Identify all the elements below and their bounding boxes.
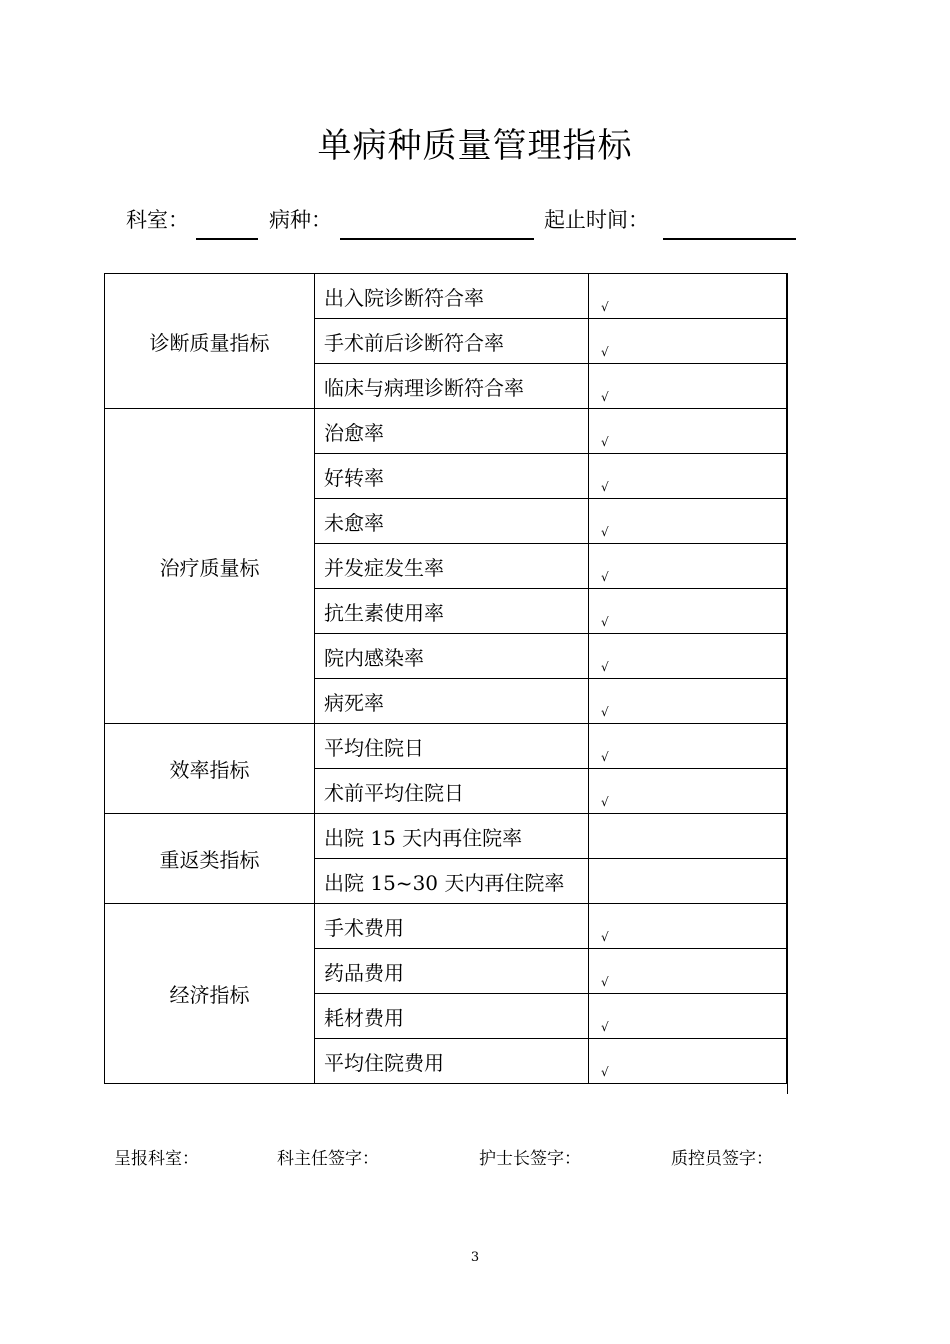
indicator-name-cell: 出入院诊断符合率 bbox=[315, 274, 589, 319]
check-mark-icon: √ bbox=[601, 345, 609, 359]
category-cell: 诊断质量指标 bbox=[105, 274, 315, 409]
check-cell[interactable] bbox=[589, 499, 787, 544]
table-row bbox=[105, 904, 787, 949]
table-row bbox=[105, 409, 787, 454]
check-cell[interactable] bbox=[589, 454, 787, 499]
disease-field-line[interactable] bbox=[340, 238, 534, 240]
indicator-name-cell: 耗材费用 bbox=[315, 994, 589, 1039]
indicator-name-cell: 并发症发生率 bbox=[315, 544, 589, 589]
check-cell[interactable] bbox=[589, 634, 787, 679]
reporting-dept-label: 呈报科室： bbox=[114, 1149, 199, 1169]
table-row bbox=[105, 814, 787, 859]
indicator-name-cell: 病死率 bbox=[315, 679, 589, 724]
indicator-name-cell: 手术前后诊断符合率 bbox=[315, 319, 589, 364]
check-cell[interactable] bbox=[589, 679, 787, 724]
check-cell[interactable] bbox=[589, 319, 787, 364]
check-mark-icon: √ bbox=[601, 795, 609, 809]
check-cell[interactable] bbox=[589, 769, 787, 814]
table-row bbox=[105, 724, 787, 769]
disease-label: 病种： bbox=[269, 208, 332, 232]
check-cell[interactable] bbox=[589, 409, 787, 454]
check-cell[interactable] bbox=[589, 904, 787, 949]
period-field-line[interactable] bbox=[663, 238, 796, 240]
page-title: 单病种质量管理指标 bbox=[317, 126, 633, 166]
indicator-name-cell: 治愈率 bbox=[315, 409, 589, 454]
check-cell[interactable] bbox=[589, 949, 787, 994]
check-cell[interactable] bbox=[589, 544, 787, 589]
check-cell[interactable] bbox=[589, 589, 787, 634]
table-right-double-line bbox=[787, 273, 788, 1094]
check-mark-icon: √ bbox=[601, 570, 609, 584]
check-mark-icon: √ bbox=[601, 300, 609, 314]
check-mark-icon: √ bbox=[601, 390, 609, 404]
indicator-name-cell: 好转率 bbox=[315, 454, 589, 499]
check-mark-icon: √ bbox=[601, 705, 609, 719]
indicator-name-cell: 抗生素使用率 bbox=[315, 589, 589, 634]
indicator-name-cell: 术前平均住院日 bbox=[315, 769, 589, 814]
indicator-name-cell: 出院 15 天内再住院率 bbox=[315, 814, 589, 859]
category-cell: 效率指标 bbox=[105, 724, 315, 814]
check-mark-icon: √ bbox=[601, 660, 609, 674]
page-number: 3 bbox=[470, 1250, 480, 1265]
category-cell: 治疗质量标 bbox=[105, 409, 315, 724]
check-mark-icon: √ bbox=[601, 975, 609, 989]
check-mark-icon: √ bbox=[601, 930, 609, 944]
check-cell[interactable] bbox=[589, 724, 787, 769]
director-sign-label: 科主任签字： bbox=[277, 1149, 379, 1169]
check-cell[interactable] bbox=[589, 1039, 787, 1084]
check-mark-icon: √ bbox=[601, 615, 609, 629]
check-mark-icon: √ bbox=[601, 525, 609, 539]
check-cell[interactable] bbox=[589, 364, 787, 409]
check-mark-icon: √ bbox=[601, 480, 609, 494]
department-label: 科室： bbox=[126, 208, 189, 232]
indicator-name-cell: 出院 15~30 天内再住院率 bbox=[315, 859, 589, 904]
check-mark-icon: √ bbox=[601, 1065, 609, 1079]
table-row bbox=[105, 274, 787, 319]
indicator-name-cell: 平均住院费用 bbox=[315, 1039, 589, 1084]
check-cell[interactable] bbox=[589, 274, 787, 319]
check-cell[interactable] bbox=[589, 814, 787, 859]
department-field-line[interactable] bbox=[196, 238, 258, 240]
check-mark-icon: √ bbox=[601, 435, 609, 449]
indicator-name-cell: 院内感染率 bbox=[315, 634, 589, 679]
indicator-name-cell: 未愈率 bbox=[315, 499, 589, 544]
category-cell: 重返类指标 bbox=[105, 814, 315, 904]
indicator-name-cell: 药品费用 bbox=[315, 949, 589, 994]
check-cell[interactable] bbox=[589, 859, 787, 904]
indicator-table bbox=[104, 273, 787, 1084]
category-cell: 经济指标 bbox=[105, 904, 315, 1084]
indicator-name-cell: 平均住院日 bbox=[315, 724, 589, 769]
check-mark-icon: √ bbox=[601, 750, 609, 764]
period-label: 起止时间： bbox=[544, 208, 649, 232]
indicator-name-cell: 手术费用 bbox=[315, 904, 589, 949]
indicator-name-cell: 临床与病理诊断符合率 bbox=[315, 364, 589, 409]
check-cell[interactable] bbox=[589, 994, 787, 1039]
check-mark-icon: √ bbox=[601, 1020, 609, 1034]
qc-sign-label: 质控员签字： bbox=[671, 1149, 773, 1169]
head-nurse-sign-label: 护士长签字： bbox=[479, 1149, 581, 1169]
